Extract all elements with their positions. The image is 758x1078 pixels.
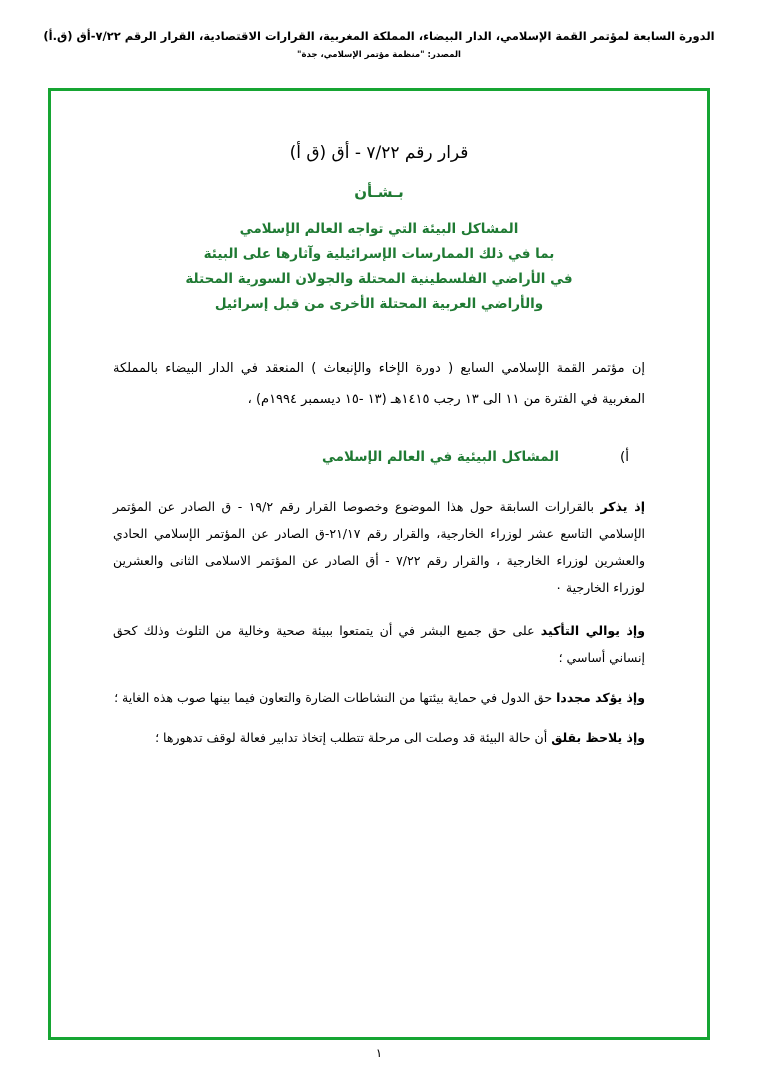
page-number: ١ [375, 1046, 383, 1060]
subject-preposition: بـشـأن [354, 183, 404, 201]
paragraph-1-lead: إذ يذكر [600, 499, 645, 514]
page-frame [48, 88, 710, 1040]
header-title-line: الدورة السابعة لمؤتمر القمة الإسلامي، الدار البيضاء، المملكة المغربية، القرارات الاقتصادية، القرار الرقم ٧/٢٢-أق (ق.أ) [43, 29, 715, 43]
decision-number: قرار رقم ٧/٢٢ - أق (ق أ) [289, 143, 469, 163]
paragraph-1 [113, 493, 645, 601]
paragraph-3 [113, 684, 645, 711]
section-marker: أ) [619, 449, 629, 465]
subject-line-1: المشاكل البيئة التي تواجه العالم الإسلامي [239, 221, 519, 237]
preamble-paragraph: إن مؤتمر القمة الإسلامي السابع ( دورة الإخاء والإنبعاث ) المنعقد في الدار البيضاء بالمملكة المغربية في الفترة من ١١ الى ١٣ رجب ١٤١٥هـ (١٣ -١٥ ديسمبر ١٩٩٤م) ، [113, 361, 645, 407]
paragraph-4-lead: وإذ يلاحظ بقلق [551, 730, 645, 745]
document-header [0, 28, 758, 62]
paragraph-1-text: بالقرارات السابقة حول هذا الموضوع وخصوصا القرار رقم ١٩/٢ - ق الصادر عن المؤتمر الإسلامي التاسع عشر لوزراء الخارجية، والقرار رقم ٢١/١٧-ق الصادر عن المؤتمر الإسلامي الحادي والعشرين لوزراء الخارجية ، والقرار رقم ٧/٢٢ - أق الصادر عن المؤتمر الاسلامى الثانى والعشرين لوزراء الخارجية ٠ [113, 499, 645, 595]
subject-line-4: والأراضي العربية المحتلة الأخرى من قبل إسرائيل [214, 296, 544, 312]
paragraph-3-lead: وإذ يؤكد مجددا [556, 690, 645, 705]
paragraph-2 [113, 617, 645, 671]
body-paragraphs [113, 493, 645, 751]
paragraph-4-text: أن حالة البيئة قد وصلت الى مرحلة تتطلب إتخاذ تدابير فعالة لوقف تدهورها ؛ [155, 730, 552, 745]
paragraph-3-text: حق الدول في حماية بيئتها من النشاطات الضارة والتعاون فيما بينها صوب هذه الغاية ؛ [114, 690, 557, 705]
section-title: المشاكل البيئية في العالم الإسلامي [321, 449, 559, 465]
paragraph-2-lead: وإذ يوالي التأكيد [540, 623, 645, 638]
section-heading [113, 449, 645, 465]
subject-line-3: في الأراضي الفلسطينية المحتلة والجولان السورية المحتلة [185, 271, 573, 287]
header-source-line: المصدر: "منظمة مؤتمر الإسلامي، جدة" [297, 50, 461, 60]
subject-line-2: بما في ذلك الممارسات الإسرائيلية وآثارها على البيئة [203, 246, 555, 262]
subject-title [113, 217, 645, 317]
paragraph-4 [113, 724, 645, 751]
page-content [51, 91, 707, 1037]
paragraph-2-text: على حق جميع البشر في أن يتمتعوا ببيئة صحية وخالية من التلوث وذلك كحق إنساني أساسي ؛ [113, 623, 645, 665]
